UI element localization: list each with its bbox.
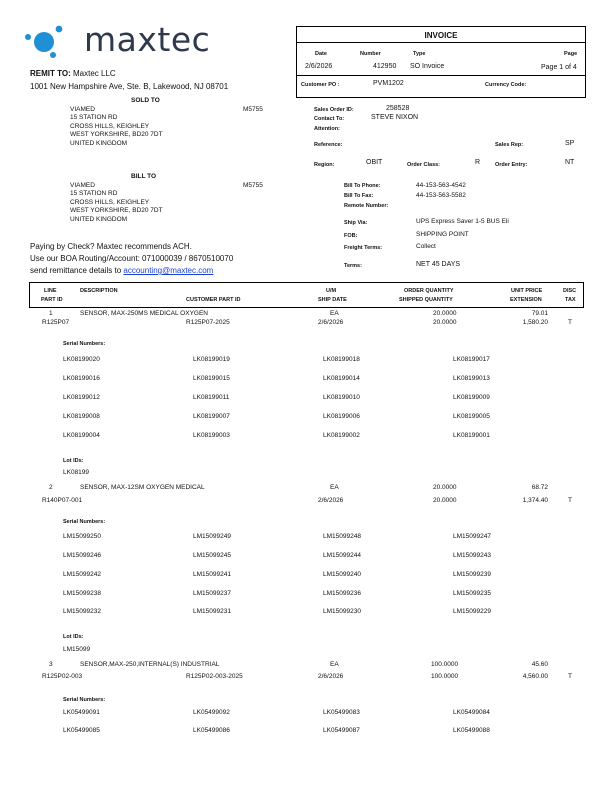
item-um: EA: [330, 484, 339, 491]
lot-label: Lot IDs:: [63, 634, 84, 640]
order-class: R: [475, 159, 481, 166]
item-um: EA: [330, 310, 339, 317]
serial-number: LK08199011: [193, 394, 230, 401]
date-header: Date: [315, 51, 327, 57]
number-header: Number: [360, 51, 381, 57]
serial-number: LM15099246: [63, 552, 101, 559]
customer-po: PVM1202: [373, 80, 404, 87]
serial-number: LK08199010: [323, 394, 360, 401]
type-header: Type: [413, 51, 426, 57]
invoice-type: SO Invoice: [410, 63, 445, 70]
fax: 44-153-563-5582: [416, 192, 466, 199]
serial-number: LK08199009: [453, 394, 490, 401]
serial-number: LM15099231: [193, 608, 231, 615]
col-customer-part: CUSTOMER PART ID: [186, 297, 241, 303]
col-disc: DISC: [563, 288, 577, 294]
remit-company: Maxtec LLC: [72, 69, 116, 78]
item-ship-date: 2/6/2026: [318, 497, 344, 504]
fob: SHIPPING POINT: [416, 231, 469, 238]
serial-number: LK05499085: [63, 727, 100, 734]
item-line: 1: [49, 310, 53, 317]
item-extension: 4,560.00: [522, 673, 548, 680]
sales-rep-label: Sales Rep:: [495, 142, 524, 148]
logo-dots-icon: [22, 22, 74, 64]
contact: STEVE NIXON: [371, 114, 419, 121]
remit-label: REMIT TO:: [30, 69, 71, 78]
serial-number: LM15099242: [63, 571, 101, 578]
serial-number: LM15099243: [453, 552, 491, 559]
item-description: SENSOR,MAX-250,INTERNAL(S) INDUSTRIAL: [80, 661, 220, 668]
col-description: DESCRIPTION: [80, 288, 118, 294]
bill-to-address: [70, 182, 163, 224]
col-part-id: PART ID: [41, 297, 63, 303]
serial-number: LK05499092: [193, 709, 230, 716]
freight-label: Freight Terms:: [344, 245, 383, 251]
customer-po-label: Customer PO :: [301, 82, 340, 88]
serial-number: LK05499091: [63, 709, 100, 716]
serial-label: Serial Numbers:: [63, 697, 106, 703]
lot-label: Lot IDs:: [63, 458, 84, 464]
item-unit-price: 79.01: [531, 310, 548, 317]
item-shipped-qty: 100.0000: [431, 673, 459, 680]
serial-number: LK05499084: [453, 709, 490, 716]
item-unit-price: 68.72: [531, 484, 548, 491]
col-tax: TAX: [565, 297, 576, 303]
order-entry-label: Order Entry:: [495, 162, 528, 168]
serial-number: LM15099249: [193, 533, 231, 540]
item-part-id: R140P07-001: [42, 497, 83, 504]
serial-number: LM15099239: [453, 571, 491, 578]
item-um: EA: [330, 661, 339, 668]
table-header: [29, 282, 584, 308]
sold-to-label: SOLD TO: [131, 97, 160, 104]
region-label: Region:: [314, 162, 335, 168]
serial-number: LM15099238: [63, 590, 101, 597]
currency-label: Currency Code:: [485, 82, 527, 88]
page-number: Page 1 of 4: [541, 64, 577, 71]
item-part-id: R125P07: [42, 319, 70, 326]
item-order-qty: 20.0000: [433, 310, 457, 317]
sold-to-line: 15 STATION RD: [70, 114, 118, 122]
fob-label: FOB:: [344, 233, 358, 239]
serial-number: LK08199018: [323, 356, 360, 363]
item-line: 3: [49, 661, 53, 668]
serial-number: LM15099232: [63, 608, 101, 615]
item-customer-part: R125P07-2025: [186, 319, 230, 326]
serial-number: LM15099235: [453, 590, 491, 597]
serial-number: LM15099245: [193, 552, 231, 559]
serial-number: LK08199019: [193, 356, 230, 363]
serial-number: LM15099229: [453, 608, 491, 615]
item-extension: 1,374.40: [522, 497, 548, 504]
serial-number: LK08199015: [193, 375, 230, 382]
serial-number: LK05499086: [193, 727, 230, 734]
company-logo: [22, 22, 258, 64]
serial-number: LM15099236: [323, 590, 361, 597]
lot-id: LM15099: [63, 646, 91, 653]
ship-via-label: Ship Via:: [344, 220, 368, 226]
item-customer-part: R125P02-003-2025: [186, 673, 243, 680]
item-tax: T: [568, 673, 572, 680]
serial-number: LK08199014: [323, 375, 360, 382]
serial-number: LM15099230: [323, 608, 361, 615]
terms-label: Terms:: [344, 263, 362, 269]
serial-number: LM15099248: [323, 533, 361, 540]
remit-address: 1001 New Hampshire Ave, Ste. B, Lakewood, NJ 08701: [30, 82, 229, 91]
sold-to-line: WEST YORKSHIRE, BD20 7DT: [70, 131, 163, 139]
serial-number: LM15099247: [453, 533, 491, 540]
item-part-id: R125P02-003: [42, 673, 83, 680]
serial-number: LK05499083: [323, 709, 360, 716]
serial-number: LK05499087: [323, 727, 360, 734]
ship-via: UPS Express Saver 1-5 BUS Eli: [416, 218, 509, 225]
col-line: LINE: [44, 288, 57, 294]
item-description: SENSOR, MAX-12SM OXYGEN MEDICAL: [80, 484, 205, 491]
reference-label: Reference:: [314, 142, 343, 148]
invoice-title: INVOICE: [424, 31, 458, 40]
bill-to-label: BILL TO: [131, 173, 157, 180]
lot-id: LK08199: [63, 469, 90, 476]
freight: Collect: [416, 243, 436, 250]
serial-number: LK08199020: [63, 356, 100, 363]
serial-label: Serial Numbers:: [63, 519, 106, 525]
col-um: U/M: [326, 288, 337, 294]
bill-to-line: WEST YORKSHIRE, BD20 7DT: [70, 207, 163, 215]
sold-to-line: VIAMED: [70, 106, 95, 113]
col-ship-date: SHIP DATE: [318, 297, 347, 303]
serial-number: LM15099237: [193, 590, 231, 597]
page-header: Page: [564, 51, 578, 57]
serial-number: LK08199004: [63, 432, 100, 439]
sales-order: 258528: [386, 105, 410, 112]
attention-label: Attention:: [314, 126, 340, 132]
serial-number: LM15099240: [323, 571, 361, 578]
sold-to-line: UNITED KINGDOM: [70, 139, 128, 147]
contact-label: Contact To:: [314, 116, 345, 122]
serial-number: LM15099250: [63, 533, 101, 540]
item-shipped-qty: 20.0000: [433, 497, 457, 504]
invoice-date: 2/6/2026: [305, 63, 333, 70]
order-entry: NT: [565, 159, 575, 166]
region: OBIT: [366, 159, 383, 166]
col-order-qty: ORDER QUANTITY: [404, 288, 454, 294]
invoice-number: 412950: [373, 63, 397, 70]
serial-label: Serial Numbers:: [63, 341, 106, 347]
order-class-label: Order Class:: [407, 162, 441, 168]
serial-number: LK08199017: [453, 356, 490, 363]
serial-number: LK08199001: [453, 432, 490, 439]
payment-note-line2: Use our BOA Routing/Account: 071000039 / 8670510070: [30, 254, 234, 263]
serial-number: LK08199016: [63, 375, 100, 382]
serial-number: LM15099244: [323, 552, 361, 559]
remittance-prefix: send remittance details to: [30, 266, 124, 275]
logo-wordmark: maxtec: [84, 20, 211, 59]
sold-to-line: CROSS HILLS, KEIGHLEY: [70, 122, 150, 130]
item-shipped-qty: 20.0000: [433, 319, 457, 326]
item-line: 2: [49, 484, 53, 491]
bill-to-line: UNITED KINGDOM: [70, 215, 128, 223]
col-extension: EXTENSION: [510, 297, 542, 303]
item-ship-date: 2/6/2026: [318, 673, 344, 680]
remote-label: Remote Number:: [344, 203, 389, 209]
item-ship-date: 2/6/2026: [318, 319, 344, 326]
item-tax: T: [568, 319, 572, 326]
terms: NET 45 DAYS: [416, 261, 461, 268]
serial-number: LK08199003: [193, 432, 230, 439]
item-description: SENSOR, MAX-250MS MEDICAL OXYGEN: [80, 310, 208, 317]
col-unit-price: UNIT PRICE: [511, 288, 543, 294]
item-order-qty: 100.0000: [431, 661, 459, 668]
serial-number: LK08199007: [193, 413, 230, 420]
serial-number: LK08199006: [323, 413, 360, 420]
remit-to: [30, 69, 116, 78]
item-unit-price: 45.60: [531, 661, 548, 668]
serial-number: LK05499088: [453, 727, 490, 734]
sold-to-address: [70, 106, 163, 148]
sales-order-label: Sales Order ID:: [314, 107, 354, 113]
col-shipped-qty: SHIPPED QUANTITY: [399, 297, 453, 303]
phone: 44-153-563-4542: [416, 182, 466, 189]
item-order-qty: 20.0000: [433, 484, 457, 491]
email-link[interactable]: accounting@maxtec.com: [123, 266, 214, 275]
item-extension: 1,580.20: [522, 319, 548, 326]
serial-number: LK08199002: [323, 432, 360, 439]
serial-number: LM15099241: [193, 571, 231, 578]
serial-number: LK08199013: [453, 375, 490, 382]
payment-note-line3: [30, 266, 213, 275]
payment-note-line1: Paying by Check? Maxtec recommends ACH.: [30, 242, 192, 251]
fax-label: Bill To Fax:: [344, 193, 374, 199]
sold-to-code: M5755: [243, 106, 263, 113]
sales-rep: SP: [565, 140, 575, 147]
bill-to-code: M5755: [243, 182, 263, 189]
bill-to-line: CROSS HILLS, KEIGHLEY: [70, 198, 150, 206]
bill-to-line: VIAMED: [70, 182, 95, 189]
item-tax: T: [568, 497, 572, 504]
serial-number: LK08199012: [63, 394, 100, 401]
bill-to-line: 15 STATION RD: [70, 190, 118, 198]
serial-number: LK08199008: [63, 413, 100, 420]
serial-number: LK08199005: [453, 413, 490, 420]
phone-label: Bill To Phone:: [344, 183, 381, 189]
